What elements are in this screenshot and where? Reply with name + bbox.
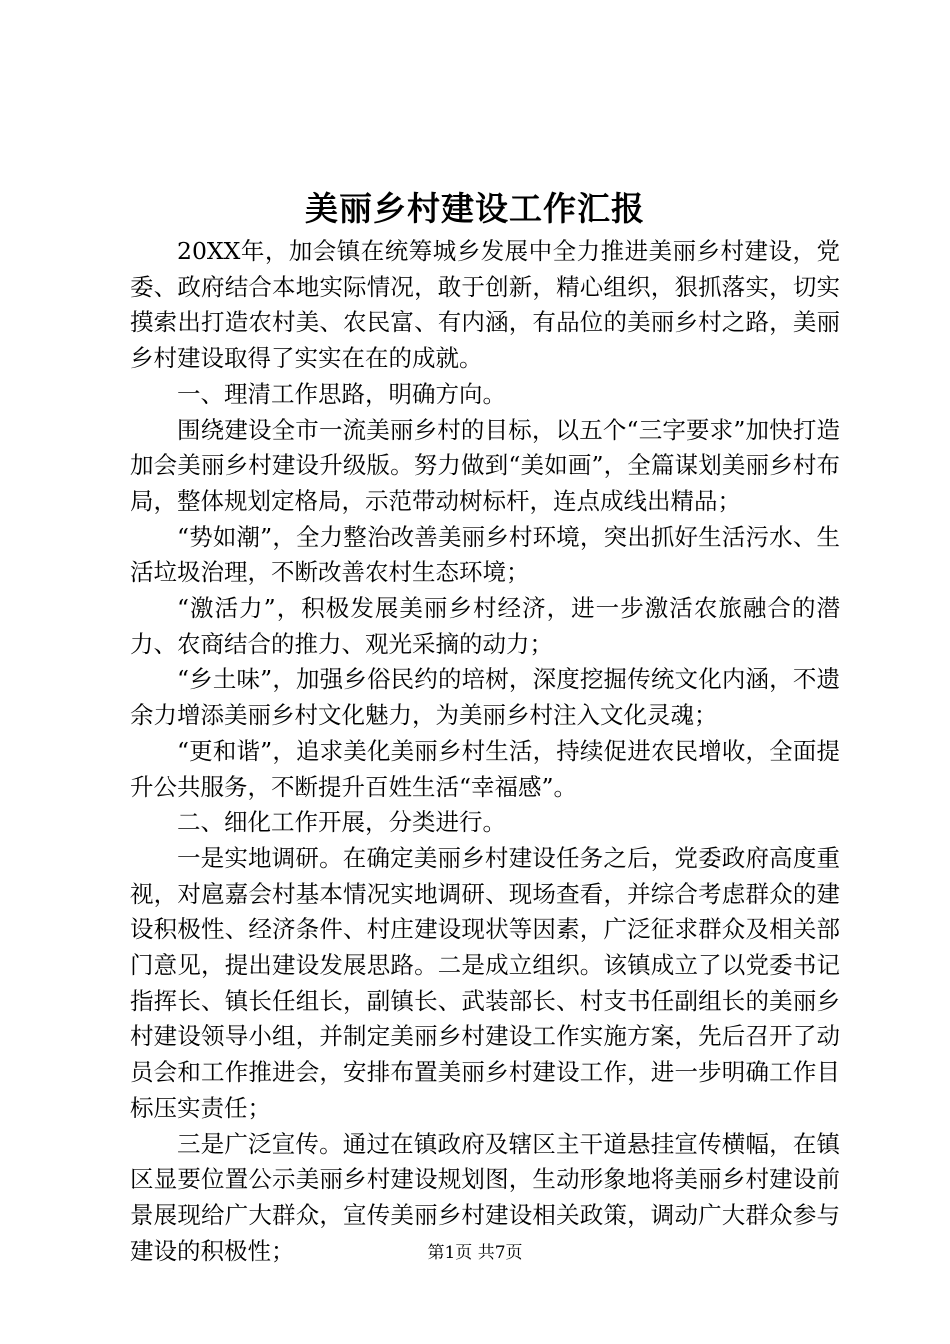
document-title: 美丽乡村建设工作汇报 bbox=[305, 189, 645, 228]
paragraph-local-flavor: “乡土味”，加强乡俗民约的培树，深度挖掘传统文化内涵，不遗余力增添美丽乡村文化魅力，为美丽乡村注入文化灵魂； bbox=[130, 665, 840, 730]
page-footer: 第1页 共7页 bbox=[427, 1243, 523, 1263]
paragraph-vitality: “激活力”，积极发展美丽乡村经济，进一步激活农旅融合的潜力、农商结合的推力、观光采摘的动力； bbox=[130, 594, 840, 658]
section-heading-1: 一、理清工作思路，明确方向。 bbox=[177, 379, 506, 408]
paragraph-goal: 围绕建设全市一流美丽乡村的目标，以五个“三字要求”加快打造加会美丽乡村建设升级版。努力做到“美如画”，全篇谋划美丽乡村布局，整体规划定格局，示范带动树标杆，连点成线出精品； bbox=[130, 415, 840, 515]
paragraph-harmony: “更和谐”，追求美化美丽乡村生活，持续促进农民增收，全面提升公共服务，不断提升百姓生活“幸福感”。 bbox=[130, 736, 840, 801]
paragraph-research-organization: 一是实地调研。在确定美丽乡村建设任务之后，党委政府高度重视，对扈嘉会村基本情况实地调研、现场查看，并综合考虑群众的建设积极性、经济条件、村庄建设现状等因素，广泛征求群众及相关部门意见，提出建设发展思路。二是成立组织。该镇成立了以党委书记指挥长、镇长任组长，副镇长、武装部长、村支书任副组长的美丽乡村建设领导小组，并制定美丽乡村建设工作实施方案，先后召开了动员会和工作推进会，安排布置美丽乡村建设工作，进一步明确工作目标压实责任； bbox=[130, 843, 840, 1122]
paragraph-publicity: 三是广泛宣传。通过在镇政府及辖区主干道悬挂宣传横幅，在镇区显要位置公示美丽乡村建设规划图，生动形象地将美丽乡村建设前景展现给广大群众，宣传美丽乡村建设相关政策，调动广大群众参与建设的积极性； bbox=[130, 1129, 840, 1265]
paragraph-intro: 20XX年，加会镇在统筹城乡发展中全力推进美丽乡村建设，党委、政府结合本地实际情况，敢于创新，精心组织，狠抓落实，切实摸索出打造农村美、农民富、有内涵，有品位的美丽乡村之路，美丽乡村建设取得了实实在在的成就。 bbox=[130, 237, 840, 373]
paragraph-momentum: “势如潮”，全力整治改善美丽乡村环境，突出抓好生活污水、生活垃圾治理，不断改善农村生态环境； bbox=[130, 522, 840, 587]
section-heading-2: 二、细化工作开展，分类进行。 bbox=[177, 808, 506, 837]
document-body bbox=[130, 234, 840, 1269]
